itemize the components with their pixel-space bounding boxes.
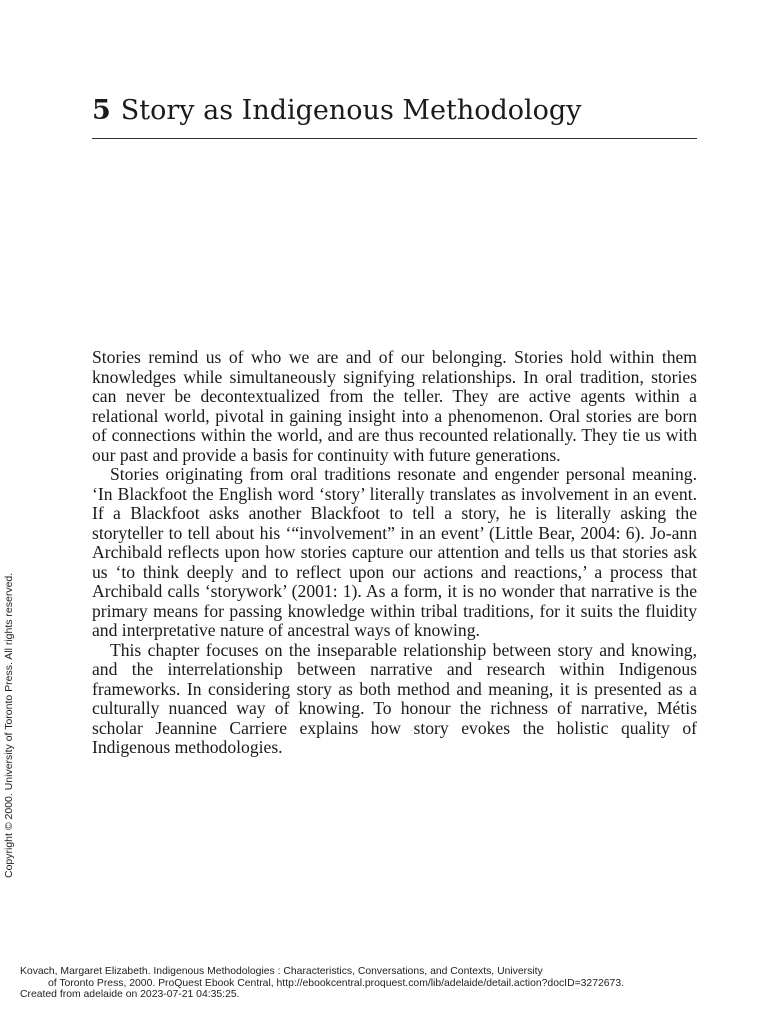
- citation-line-1: Kovach, Margaret Elizabeth. Indigenous Methodologies : Characteristics, Conversations, and Contexts, University: [20, 966, 543, 977]
- chapter-number: 5: [92, 95, 111, 126]
- citation-footer: [20, 966, 750, 1001]
- copyright-notice-vertical: Copyright © 2000. University of Toronto Press. All rights reserved.: [3, 572, 15, 878]
- citation-line-2: of Toronto Press, 2000. ProQuest Ebook Central, http://ebookcentral.proquest.com/lib/adelaide/detail.action?docID=3272673.: [48, 977, 624, 989]
- paragraph-1: Stories remind us of who we are and of our belonging. Stories hold within them knowledges while simultaneously signifying relationships. In oral tradition, stories can never be decontextualized from the teller. They are active agents within a relational world, pivotal in gaining insight into a phenomenon. Oral stories are born of connections within the world, and are thus recounted relationally. They tie us with our past and provide a basis for continuity with future generations.: [92, 347, 697, 465]
- chapter-title: Story as Indigenous Methodology: [120, 95, 582, 126]
- paragraph-3: This chapter focuses on the inseparable relationship between story and knowing, and the interrelationship between narrative and research within Indigenous frameworks. In considering story as both method and meaning, it is presented as a culturally nuanced way of knowing. To honour the richness of narrative, Métis scholar Jeannine Carriere explains how story evokes the holistic quality of Indigenous methodologies.: [92, 639, 697, 757]
- chapter-heading: [92, 92, 697, 130]
- paragraph-2: Stories originating from oral traditions resonate and engender personal meaning. ‘In Blackfoot the English word ‘story’ literally translates as involvement in an event. If a Blackfoot asks another Blackfoot to tell a story, he is literally asking the storyteller to tell about his ‘“involvement” in an event’ (Little Bear, 2004: 6). Jo-ann Archibald reflects upon how stories capture our attention and tells us that stories ask us ‘to think deeply and to reflect upon our actions and reactions,’ a process that Archibald calls ‘storywork’ (2001: 1). As a form, it is no wonder that narrative is the primary means for passing knowledge within tribal traditions, for it suits the fluidity and interpretative nature of ancestral ways of knowing.: [92, 464, 697, 640]
- chapter-title-rule: [92, 138, 697, 139]
- citation-line-3: Created from adelaide on 2023-07-21 04:35:25.: [20, 989, 240, 1000]
- chapter-body: [92, 348, 697, 758]
